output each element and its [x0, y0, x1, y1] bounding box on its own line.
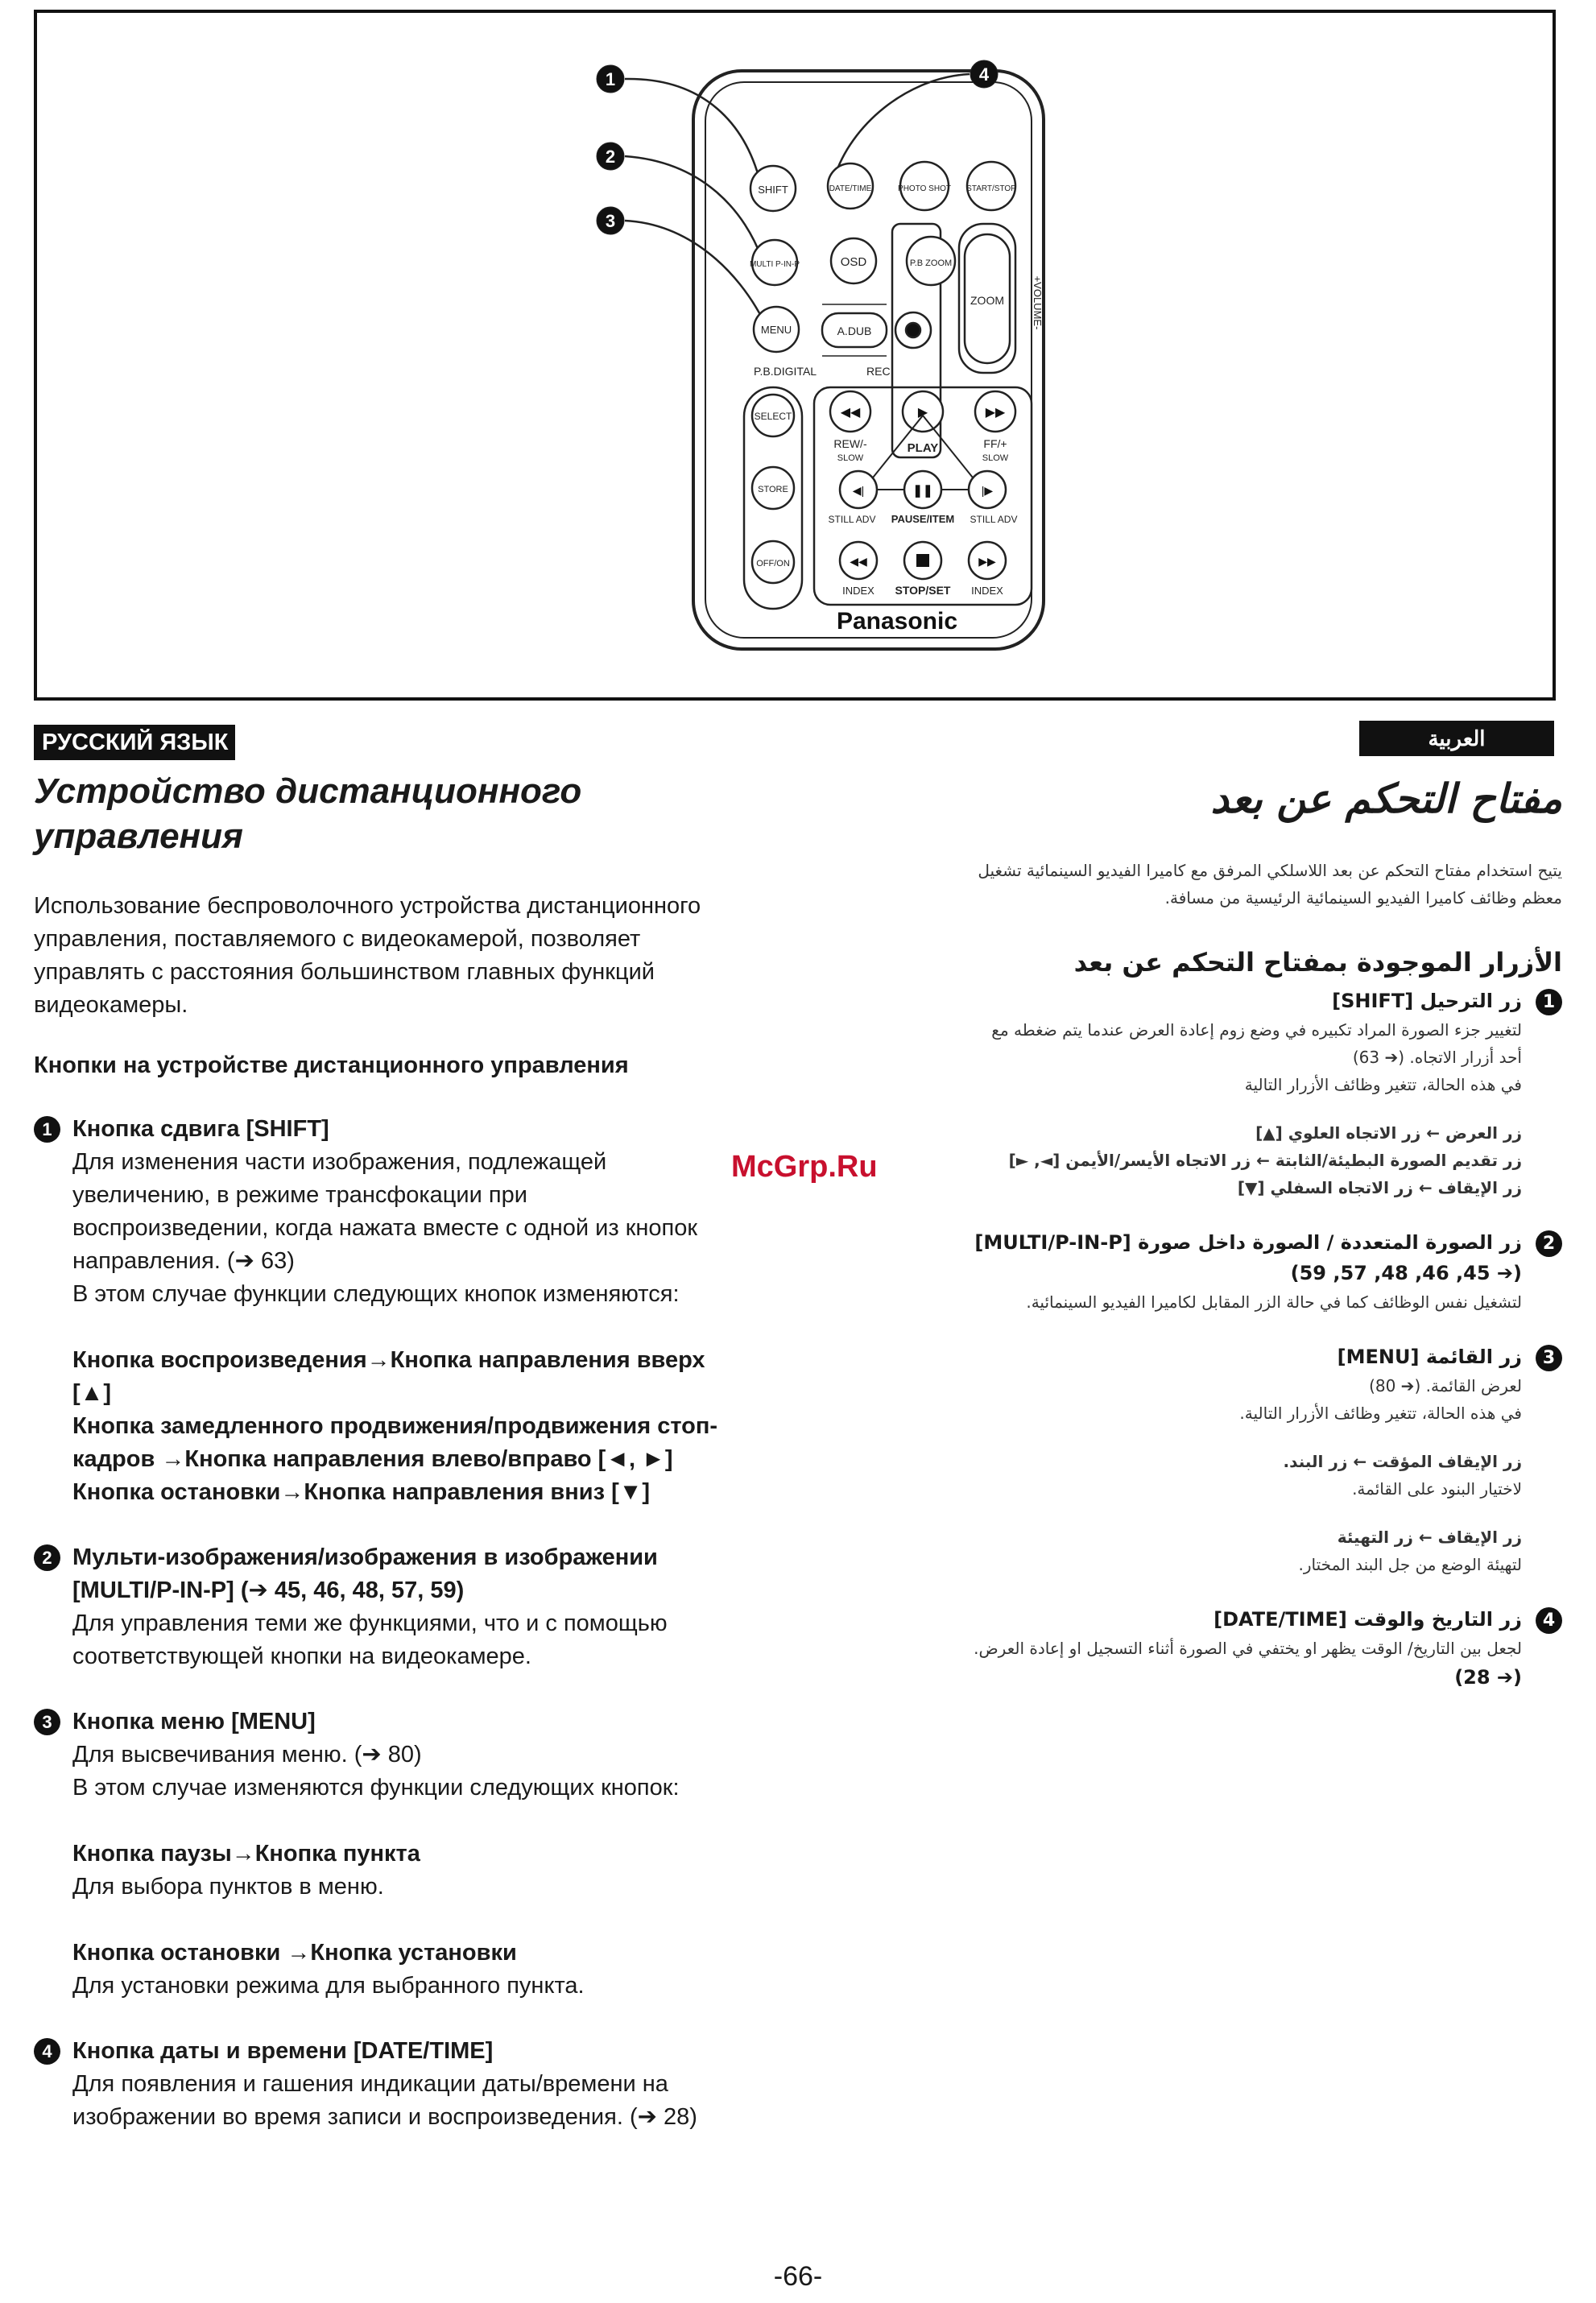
ru-title-line: управления: [34, 817, 243, 856]
photo-shot-button[interactable]: [898, 162, 951, 210]
start-stop-label: START/STOP: [966, 184, 1016, 193]
frame-forward-icon: |▶: [981, 484, 994, 497]
stop-button[interactable]: [904, 542, 941, 579]
slow-right-label: SLOW: [982, 453, 1009, 463]
ar-intro-line: يتيح استخدام مفتاح التحكم عن بعد اللاسلكي المرفق مع كاميرا الفيديو السينمائية تشغيل: [978, 861, 1562, 880]
number-badge-3: 3: [1536, 1345, 1562, 1371]
ar-item-menu: [854, 1342, 1562, 1578]
a-dub-button[interactable]: [822, 313, 887, 347]
number-badge-1: 1: [1536, 989, 1562, 1015]
ru-bold-line: Кнопка остановки →Кнопка установки: [72, 1940, 517, 1966]
arabic-column: [854, 773, 1562, 1718]
ru-intro-line: управлять с расстояния большинством главных функций: [34, 959, 655, 985]
fast-forward-icon: ▶▶: [985, 406, 1006, 420]
ru-text-line: В этом случае функции следующих кнопок изменяются:: [72, 1281, 680, 1307]
stop-icon: [916, 554, 929, 567]
ru-text-line: Для управления теми же функциями, что и с помощью: [72, 1610, 668, 1636]
off-on-label: OFF/ON: [756, 559, 790, 569]
ru-text-line: направления. (➔ 63): [72, 1248, 295, 1274]
ru-bold-line: Кнопка воспроизведения→Кнопка направления вверх: [72, 1347, 705, 1373]
rec-button[interactable]: [895, 312, 931, 348]
ru-text-line: изображении во время записи и воспроизведения. (➔ 28): [72, 2104, 697, 2130]
ar-sub-line: زر تقديم الصورة البطيئة/الثابتة ← زر الاتجاه الأيسر/الأيمن [◄, ►]: [1008, 1151, 1522, 1170]
off-on-button[interactable]: [752, 541, 794, 583]
ar-page-refs: (➔ 45, 46, 48, 57, 59): [1290, 1262, 1522, 1284]
stop-set-label: STOP/SET: [895, 584, 951, 597]
callout-1: [597, 65, 624, 93]
ar-text-line: لجعل بين التاريخ/ الوقت يظهر او يختفي في الصورة أثناء التسجيل او إعادة العرض.: [974, 1639, 1522, 1658]
ru-text-line: Для установки режима для выбранного пункта.: [72, 1973, 585, 1999]
zoom-rocker[interactable]: [965, 234, 1010, 363]
ar-item-heading: زر التاريخ والوقت [DATE/TIME]: [1214, 1608, 1522, 1631]
pb-digital-label: P.B.DIGITAL: [754, 365, 817, 378]
pause-item-label: PAUSE/ITEM: [891, 513, 955, 525]
ru-item-heading: Мульти-изображения/изображения в изображении: [72, 1544, 658, 1570]
callout-2: [597, 143, 624, 170]
ar-section-subtitle: الأزرار الموجودة بمفتاح التحكم عن بعد: [1073, 947, 1562, 978]
rewind-icon: ◀◀: [840, 406, 861, 420]
ar-page-title: مفتاح التحكم عن بعد: [1210, 775, 1562, 822]
osd-button[interactable]: [831, 238, 876, 283]
rew-button[interactable]: [830, 391, 870, 432]
ar-item-multi: [854, 1227, 1562, 1316]
ru-page-title: [34, 769, 839, 859]
ar-sub-line: زر الإيقاف ← زر التهيئة: [1337, 1528, 1522, 1547]
ru-title-line: Устройство дистанционного: [34, 771, 582, 811]
index-forward-icon: ▶▶: [978, 555, 996, 568]
ru-item-heading: [MULTI/P-IN-P] (➔ 45, 46, 48, 57, 59): [72, 1577, 465, 1603]
callout-2-label: 2: [605, 147, 616, 167]
ru-text-line: увеличению, в режиме трансфокации при: [72, 1182, 527, 1208]
ar-item-date-time: [854, 1604, 1562, 1693]
ar-intro-line: معظم وظائف كاميرا الفيديو السينمائية الرئيسية من مسافة.: [1164, 888, 1562, 908]
ru-text-line: В этом случае изменяются функции следующих кнопок:: [72, 1775, 680, 1801]
store-label: STORE: [758, 485, 788, 494]
index-back-icon: ◀◀: [850, 555, 867, 568]
rew-label: REW/-: [833, 437, 867, 450]
ar-item-heading: زر القائمة [MENU]: [1337, 1346, 1522, 1368]
ar-text-line: أحد أزرار الاتجاه. (➔ 63): [1352, 1048, 1522, 1067]
still-adv-right-button[interactable]: [969, 471, 1006, 508]
index-left-label: INDEX: [842, 585, 874, 597]
select-label: SELECT: [754, 411, 792, 422]
menu-button[interactable]: [754, 307, 799, 352]
store-button[interactable]: [752, 467, 794, 509]
ar-sub-line: زر الإيقاف المؤقت ← زر البند.: [1283, 1452, 1522, 1471]
ru-bold-line: кадров →Кнопка направления влево/вправо [◄, ►]: [72, 1446, 673, 1472]
ar-item-shift: [854, 986, 1562, 1201]
index-right-button[interactable]: [969, 542, 1006, 579]
volume-label: +VOLUME-: [1032, 275, 1044, 330]
date-time-label: DATE/TIME: [829, 184, 872, 193]
ru-text-line: Для высвечивания меню. (➔ 80): [72, 1742, 422, 1768]
ru-text-line: воспроизведении, когда нажата вместе с одной из кнопок: [72, 1215, 698, 1241]
number-badge-4: 4: [1536, 1607, 1562, 1634]
pause-icon: ❚❚: [912, 484, 933, 498]
ru-intro-line: управления, поставляемого с видеокамерой, позволяет: [34, 926, 641, 952]
callout-3-label: 3: [605, 211, 616, 231]
ar-item-heading: زر الصورة المتعددة / الصورة داخل صورة [MULTI/P-IN-P]: [974, 1231, 1522, 1254]
a-dub-label: A.DUB: [837, 325, 872, 337]
zoom-label: ZOOM: [970, 294, 1004, 307]
ru-text-line: Для изменения части изображения, подлежащей: [72, 1149, 607, 1175]
brand-logo: Panasonic: [836, 608, 958, 635]
play-icon: ▶: [917, 406, 928, 420]
still-adv-left-label: STILL ADV: [828, 514, 876, 525]
ru-bold-line: [▲]: [72, 1380, 112, 1406]
ar-sub-line: زر العرض ← زر الاتجاه العلوي [▲]: [1255, 1123, 1522, 1143]
number-badge-3: 3: [34, 1709, 60, 1735]
ru-item-date-time: [34, 2035, 839, 2134]
number-badge-4: 4: [34, 2038, 60, 2065]
ar-text-line: لاختيار البنود على القائمة.: [1352, 1479, 1522, 1499]
ru-item-heading: Кнопка даты и времени [DATE/TIME]: [72, 2038, 494, 2064]
ru-intro-line: Использование беспроволочного устройства дистанционного: [34, 893, 701, 919]
ru-item-menu: [34, 1706, 839, 2003]
russian-language-badge: РУССКИЙ ЯЗЫК: [34, 725, 235, 760]
play-label: PLAY: [907, 441, 939, 455]
pause-button[interactable]: [904, 471, 941, 508]
play-button[interactable]: [903, 391, 943, 432]
index-left-button[interactable]: [840, 542, 877, 579]
date-time-button[interactable]: [828, 163, 873, 209]
callout-4: [970, 60, 998, 88]
shift-button[interactable]: [750, 166, 796, 211]
ru-item-multi: [34, 1541, 839, 1673]
callout-3: [597, 207, 624, 234]
photo-shot-label: PHOTO SHOT: [898, 184, 951, 193]
ar-text-line: لتشغيل نفس الوظائف كما في حالة الزر المقابل لكاميرا الفيديو السينمائية.: [1026, 1292, 1522, 1312]
ff-label: FF/+: [983, 437, 1007, 450]
watermark: McGrp.Ru: [731, 1150, 878, 1184]
ru-bold-line: Кнопка замедленного продвижения/продвижения стоп-: [72, 1413, 718, 1439]
page-number: -66-: [773, 2261, 823, 2292]
ru-text-line: Для появления и гашения индикации даты/времени на: [72, 2071, 668, 2097]
ru-bold-line: Кнопка остановки→Кнопка направления вниз [▼]: [72, 1479, 651, 1505]
ar-text-line: لعرض القائمة. (➔ 80): [1369, 1376, 1522, 1395]
ar-sub-line: زر الإيقاف ← زر الاتجاه السفلي [▼]: [1237, 1178, 1522, 1197]
number-badge-2: 2: [34, 1544, 60, 1571]
ff-button[interactable]: [975, 391, 1015, 432]
index-right-label: INDEX: [971, 585, 1003, 597]
remote-control-illustration: [37, 13, 1553, 697]
ar-text-line: في هذه الحالة، تتغير وظائف الأزرار التالية.: [1239, 1404, 1522, 1423]
ru-bold-line: Кнопка паузы→Кнопка пункта: [72, 1841, 420, 1867]
start-stop-button[interactable]: [966, 162, 1016, 210]
ar-text-line: في هذه الحالة، تتغير وظائف الأزرار التالية: [1244, 1075, 1522, 1094]
select-button[interactable]: [752, 395, 794, 436]
ru-section-subtitle: Кнопки на устройстве дистанционного управления: [34, 1052, 629, 1078]
russian-column: [34, 769, 839, 2166]
callout-4-label: 4: [978, 64, 990, 85]
menu-label: MENU: [760, 324, 792, 336]
still-adv-right-label: STILL ADV: [970, 514, 1018, 525]
ru-item-heading: Кнопка сдвига [SHIFT]: [72, 1116, 329, 1142]
still-adv-left-button[interactable]: [840, 471, 877, 508]
remote-figure: [34, 10, 1556, 701]
ar-page-refs: (➔ 28): [1454, 1666, 1522, 1689]
ru-item-heading: Кнопка меню [MENU]: [72, 1709, 316, 1734]
rec-label: REC: [866, 365, 891, 378]
callout-1-label: 1: [605, 69, 616, 89]
number-badge-2: 2: [1536, 1230, 1562, 1257]
ru-text-line: Для выбора пунктов в меню.: [72, 1874, 384, 1900]
slow-left-label: SLOW: [837, 453, 864, 463]
ru-intro-line: видеокамеры.: [34, 992, 188, 1018]
arabic-language-badge: العربية: [1359, 721, 1554, 756]
ru-item-shift: [34, 1113, 839, 1509]
frame-back-icon: ◀|: [852, 484, 865, 497]
number-badge-1: 1: [34, 1116, 60, 1143]
osd-label: OSD: [840, 255, 867, 269]
multi-pin-p-label: MULTI P-IN-P: [749, 260, 800, 269]
pb-zoom-label: P.B ZOOM: [909, 258, 953, 268]
ru-intro: [34, 890, 839, 1022]
ru-text-line: соответствующей кнопки на видеокамере.: [72, 1644, 531, 1669]
shift-label: SHIFT: [758, 184, 788, 196]
ar-text-line: لتهيئة الوضع من جل البند المختار.: [1298, 1555, 1522, 1574]
ar-item-heading: زر الترحيل [SHIFT]: [1332, 990, 1522, 1012]
pb-zoom-button[interactable]: [907, 237, 955, 285]
ar-text-line: لتغيير جزء الصورة المراد تكبيره في وضع زوم إعادة العرض عندما يتم ضغطه مع: [991, 1020, 1522, 1040]
